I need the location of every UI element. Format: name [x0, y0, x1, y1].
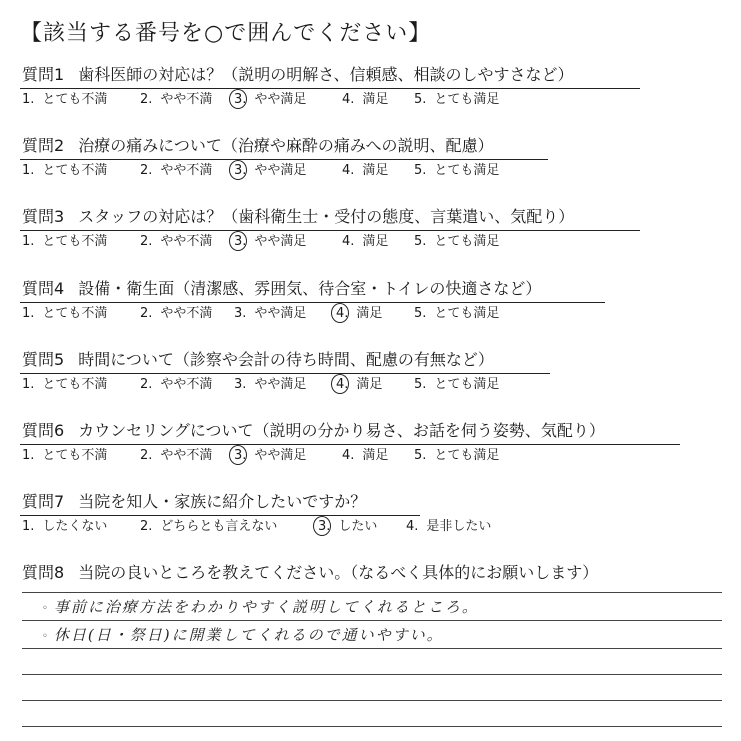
option-2[interactable]: 2. やや不満 — [140, 377, 213, 392]
option-4[interactable]: 4. 満足 — [342, 163, 389, 178]
question-number: 質問8 — [22, 563, 65, 582]
option-4[interactable]: 4. 満足 — [336, 375, 382, 395]
option-3[interactable]: 3. やや満足 — [234, 306, 307, 321]
selection-circle — [229, 445, 247, 465]
option-4[interactable]: 4. 満足 — [342, 234, 389, 249]
question-6 — [22, 420, 722, 466]
selection-circle — [331, 303, 349, 323]
question-underline — [20, 230, 640, 231]
page-title: 【該当する番号を○で囲んでください】 — [20, 21, 432, 46]
option-3[interactable]: 3. やや満足 — [234, 232, 306, 252]
option-4[interactable]: 4. 是非したい — [406, 519, 492, 534]
option-2[interactable]: 2. どちらとも言えない — [140, 519, 278, 534]
question-2 — [22, 135, 722, 181]
answer-line — [22, 592, 722, 593]
selection-circle — [331, 374, 349, 394]
selection-circle — [313, 516, 331, 536]
option-3[interactable]: 3. やや満足 — [234, 90, 306, 110]
rating-options — [22, 90, 722, 110]
question-number: 質問6 — [22, 421, 65, 440]
question-number: 質問4 — [22, 279, 65, 298]
option-1[interactable]: 1. とても不満 — [22, 234, 108, 249]
option-4[interactable]: 4. 満足 — [336, 304, 382, 324]
option-2[interactable]: 2. やや不満 — [140, 92, 213, 107]
option-3[interactable]: 3. やや満足 — [234, 377, 307, 392]
question-text: 治療の痛みについて（治療や麻酔の痛みへの説明、配慮） — [78, 136, 494, 155]
question-text: 設備・衛生面（清潔感、雰囲気、待合室・トイレの快適さなど） — [78, 279, 542, 298]
answer-area — [22, 592, 722, 732]
handwritten-answer: ◦ 休日(日・祭日)に開業してくれるので通いやすい。 — [42, 626, 444, 644]
selection-circle — [229, 231, 247, 251]
answer-line — [22, 700, 722, 701]
option-1[interactable]: 1. したくない — [22, 519, 108, 534]
question-3 — [22, 206, 722, 252]
question-7 — [22, 491, 722, 537]
option-2[interactable]: 2. やや不満 — [140, 234, 213, 249]
rating-options — [22, 375, 722, 395]
question-5 — [22, 349, 722, 395]
option-1[interactable]: 1. とても不満 — [22, 306, 108, 321]
question-underline — [20, 302, 605, 303]
option-2[interactable]: 2. やや不満 — [140, 306, 213, 321]
question-1 — [22, 64, 722, 110]
selection-circle — [229, 160, 247, 180]
option-4[interactable]: 4. 満足 — [342, 92, 389, 107]
question-text: カウンセリングについて（説明の分かり易さ、お話を伺う姿勢、気配り） — [78, 421, 605, 440]
question-text: 当院を知人・家族に紹介したいですか？ — [78, 492, 367, 511]
question-8 — [22, 562, 722, 584]
answer-line — [22, 620, 722, 621]
handwritten-answer: ◦ 事前に治療方法をわかりやすく説明してくれるところ。 — [42, 598, 479, 616]
question-text: 当院の良いところを教えてください。（なるべく具体的にお願いします） — [78, 563, 599, 582]
option-3[interactable]: 3. したい — [318, 517, 377, 537]
rating-options — [22, 446, 722, 466]
option-3[interactable]: 3. やや満足 — [234, 161, 306, 181]
option-5[interactable]: 5. とても満足 — [414, 377, 500, 392]
question-number: 質問1 — [22, 65, 65, 84]
question-underline — [20, 159, 548, 160]
option-1[interactable]: 1. とても不満 — [22, 377, 108, 392]
rating-options — [22, 232, 722, 252]
option-5[interactable]: 5. とても満足 — [414, 234, 500, 249]
question-underline — [20, 444, 680, 445]
answer-line — [22, 726, 722, 727]
rating-options — [22, 517, 722, 537]
option-2[interactable]: 2. やや不満 — [140, 448, 213, 463]
option-5[interactable]: 5. とても満足 — [414, 163, 500, 178]
question-4 — [22, 278, 722, 324]
option-5[interactable]: 5. とても満足 — [414, 92, 500, 107]
question-text: 時間について（診察や会計の待ち時間、配慮の有無など） — [78, 350, 494, 369]
question-underline — [20, 373, 550, 374]
rating-options — [22, 304, 722, 324]
question-number: 質問2 — [22, 136, 65, 155]
question-number: 質問3 — [22, 207, 65, 226]
option-5[interactable]: 5. とても満足 — [414, 448, 500, 463]
question-text: スタッフの対応は？（歯科衛生士・受付の態度、言葉遣い、気配り） — [78, 207, 575, 226]
option-3[interactable]: 3. やや満足 — [234, 446, 306, 466]
option-4[interactable]: 4. 満足 — [342, 448, 389, 463]
question-underline — [20, 515, 420, 516]
selection-circle — [229, 89, 247, 109]
option-1[interactable]: 1. とても不満 — [22, 163, 108, 178]
option-5[interactable]: 5. とても満足 — [414, 306, 500, 321]
answer-line — [22, 648, 722, 649]
answer-line — [22, 674, 722, 675]
option-1[interactable]: 1. とても不満 — [22, 448, 108, 463]
question-number: 質問5 — [22, 350, 65, 369]
option-1[interactable]: 1. とても不満 — [22, 92, 108, 107]
question-number: 質問7 — [22, 492, 65, 511]
question-underline — [20, 88, 640, 89]
question-text: 歯科医師の対応は？（説明の明解さ、信頼感、相談のしやすさなど） — [78, 65, 574, 84]
option-2[interactable]: 2. やや不満 — [140, 163, 213, 178]
rating-options — [22, 161, 722, 181]
